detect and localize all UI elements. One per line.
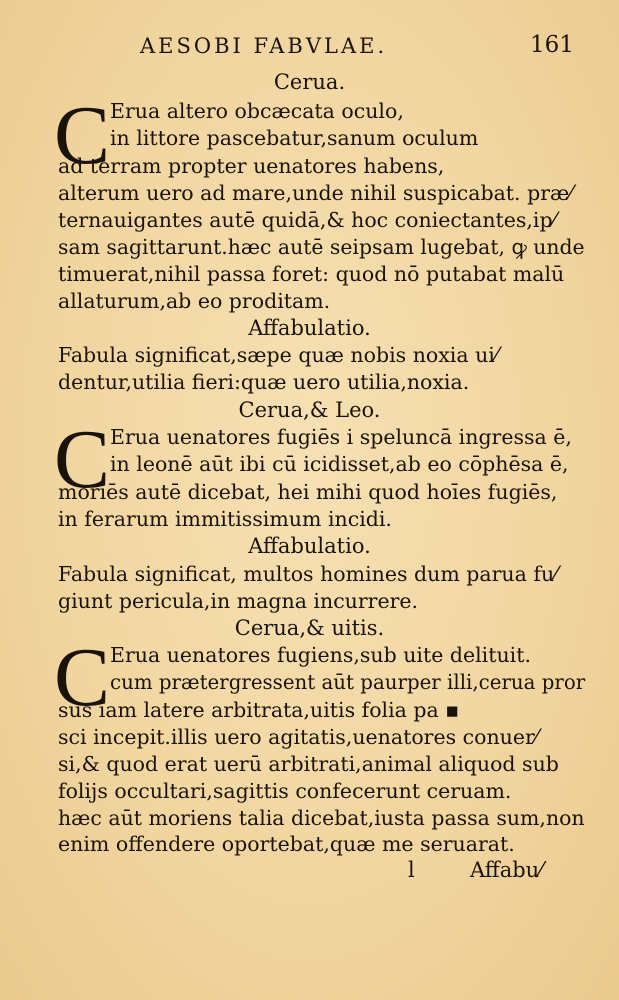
drop-cap-initial: C xyxy=(54,413,111,506)
text-line: timuerat,nihil passa foret: quod nō putabat malū xyxy=(58,262,565,286)
text-line: sci incepit.illis uero agitatis,uenatores conuer⁄ xyxy=(58,725,539,749)
fable-title: Cerua. xyxy=(273,70,346,94)
text-line: ad terram propter uenatores habens, xyxy=(58,154,445,178)
text-line: in ferarum immitissimum incidi. xyxy=(58,507,392,531)
text-line: moriēs autē dicebat, hei mihi quod hoīes fugiēs, xyxy=(58,480,558,504)
text-line: in littore pascebatur,sanum oculum xyxy=(110,126,479,150)
text-line: alterum uero ad mare,unde nihil suspicabat. præ⁄ xyxy=(58,181,573,205)
moral-title: Affabulatio. xyxy=(248,316,371,340)
text-line: enim offendere oportebat,quæ me seruarat. xyxy=(58,832,515,856)
drop-cap-initial: C xyxy=(54,89,111,182)
text-line: cum prætergressent aūt paurper illi,cerua pror xyxy=(110,670,586,694)
text-line: allaturum,ab eo proditam. xyxy=(58,289,331,313)
moral-line: Fabula significat,sæpe quæ nobis noxia ui⁄ xyxy=(58,343,499,367)
text-line: sus iam latere arbitrata,uitis folia pa ▪ xyxy=(58,698,460,722)
moral-line: giunt pericula,in magna incurrere. xyxy=(58,589,419,613)
fable-title: Cerua,& Leo. xyxy=(238,398,381,422)
catchword: Affabu⁄ xyxy=(470,858,543,882)
text-line: folijs occultari,sagittis confecerunt ceruam. xyxy=(58,779,512,803)
text-line: ternauigantes autē quidā,& hoc coniectantes,ip⁄ xyxy=(58,208,557,232)
text-line: si,& quod erat uerū arbitrati,animal aliquod sub xyxy=(58,752,559,776)
drop-cap-initial: C xyxy=(54,631,111,724)
text-line: Erua uenatores fugiens,sub uite delituit. xyxy=(110,643,531,667)
running-head: AESOBI FABVLAE. xyxy=(140,34,388,58)
page-number: 161 xyxy=(530,32,574,58)
moral-line: dentur,utilia fieri:quæ uero utilia,noxia. xyxy=(58,370,470,394)
moral-title: Affabulatio. xyxy=(248,534,371,558)
fable-title: Cerua,& uitis. xyxy=(234,616,385,640)
signature-mark: l xyxy=(408,858,415,882)
text-line: Erua uenatores fugiēs i speluncā ingressa ē, xyxy=(110,425,572,449)
text-line: Erua altero obcæcata oculo, xyxy=(110,99,404,123)
text-line: in leonē aūt ibi cū icidisset,ab eo cōphēsa ē, xyxy=(110,452,569,476)
text-line: sam sagittarunt.hæc autē seipsam lugebat, ꝙ unde xyxy=(58,235,585,259)
text-line: hæc aūt moriens talia dicebat,iusta passa sum,non xyxy=(58,806,585,830)
moral-line: Fabula significat, multos homines dum parua fu⁄ xyxy=(58,562,558,586)
